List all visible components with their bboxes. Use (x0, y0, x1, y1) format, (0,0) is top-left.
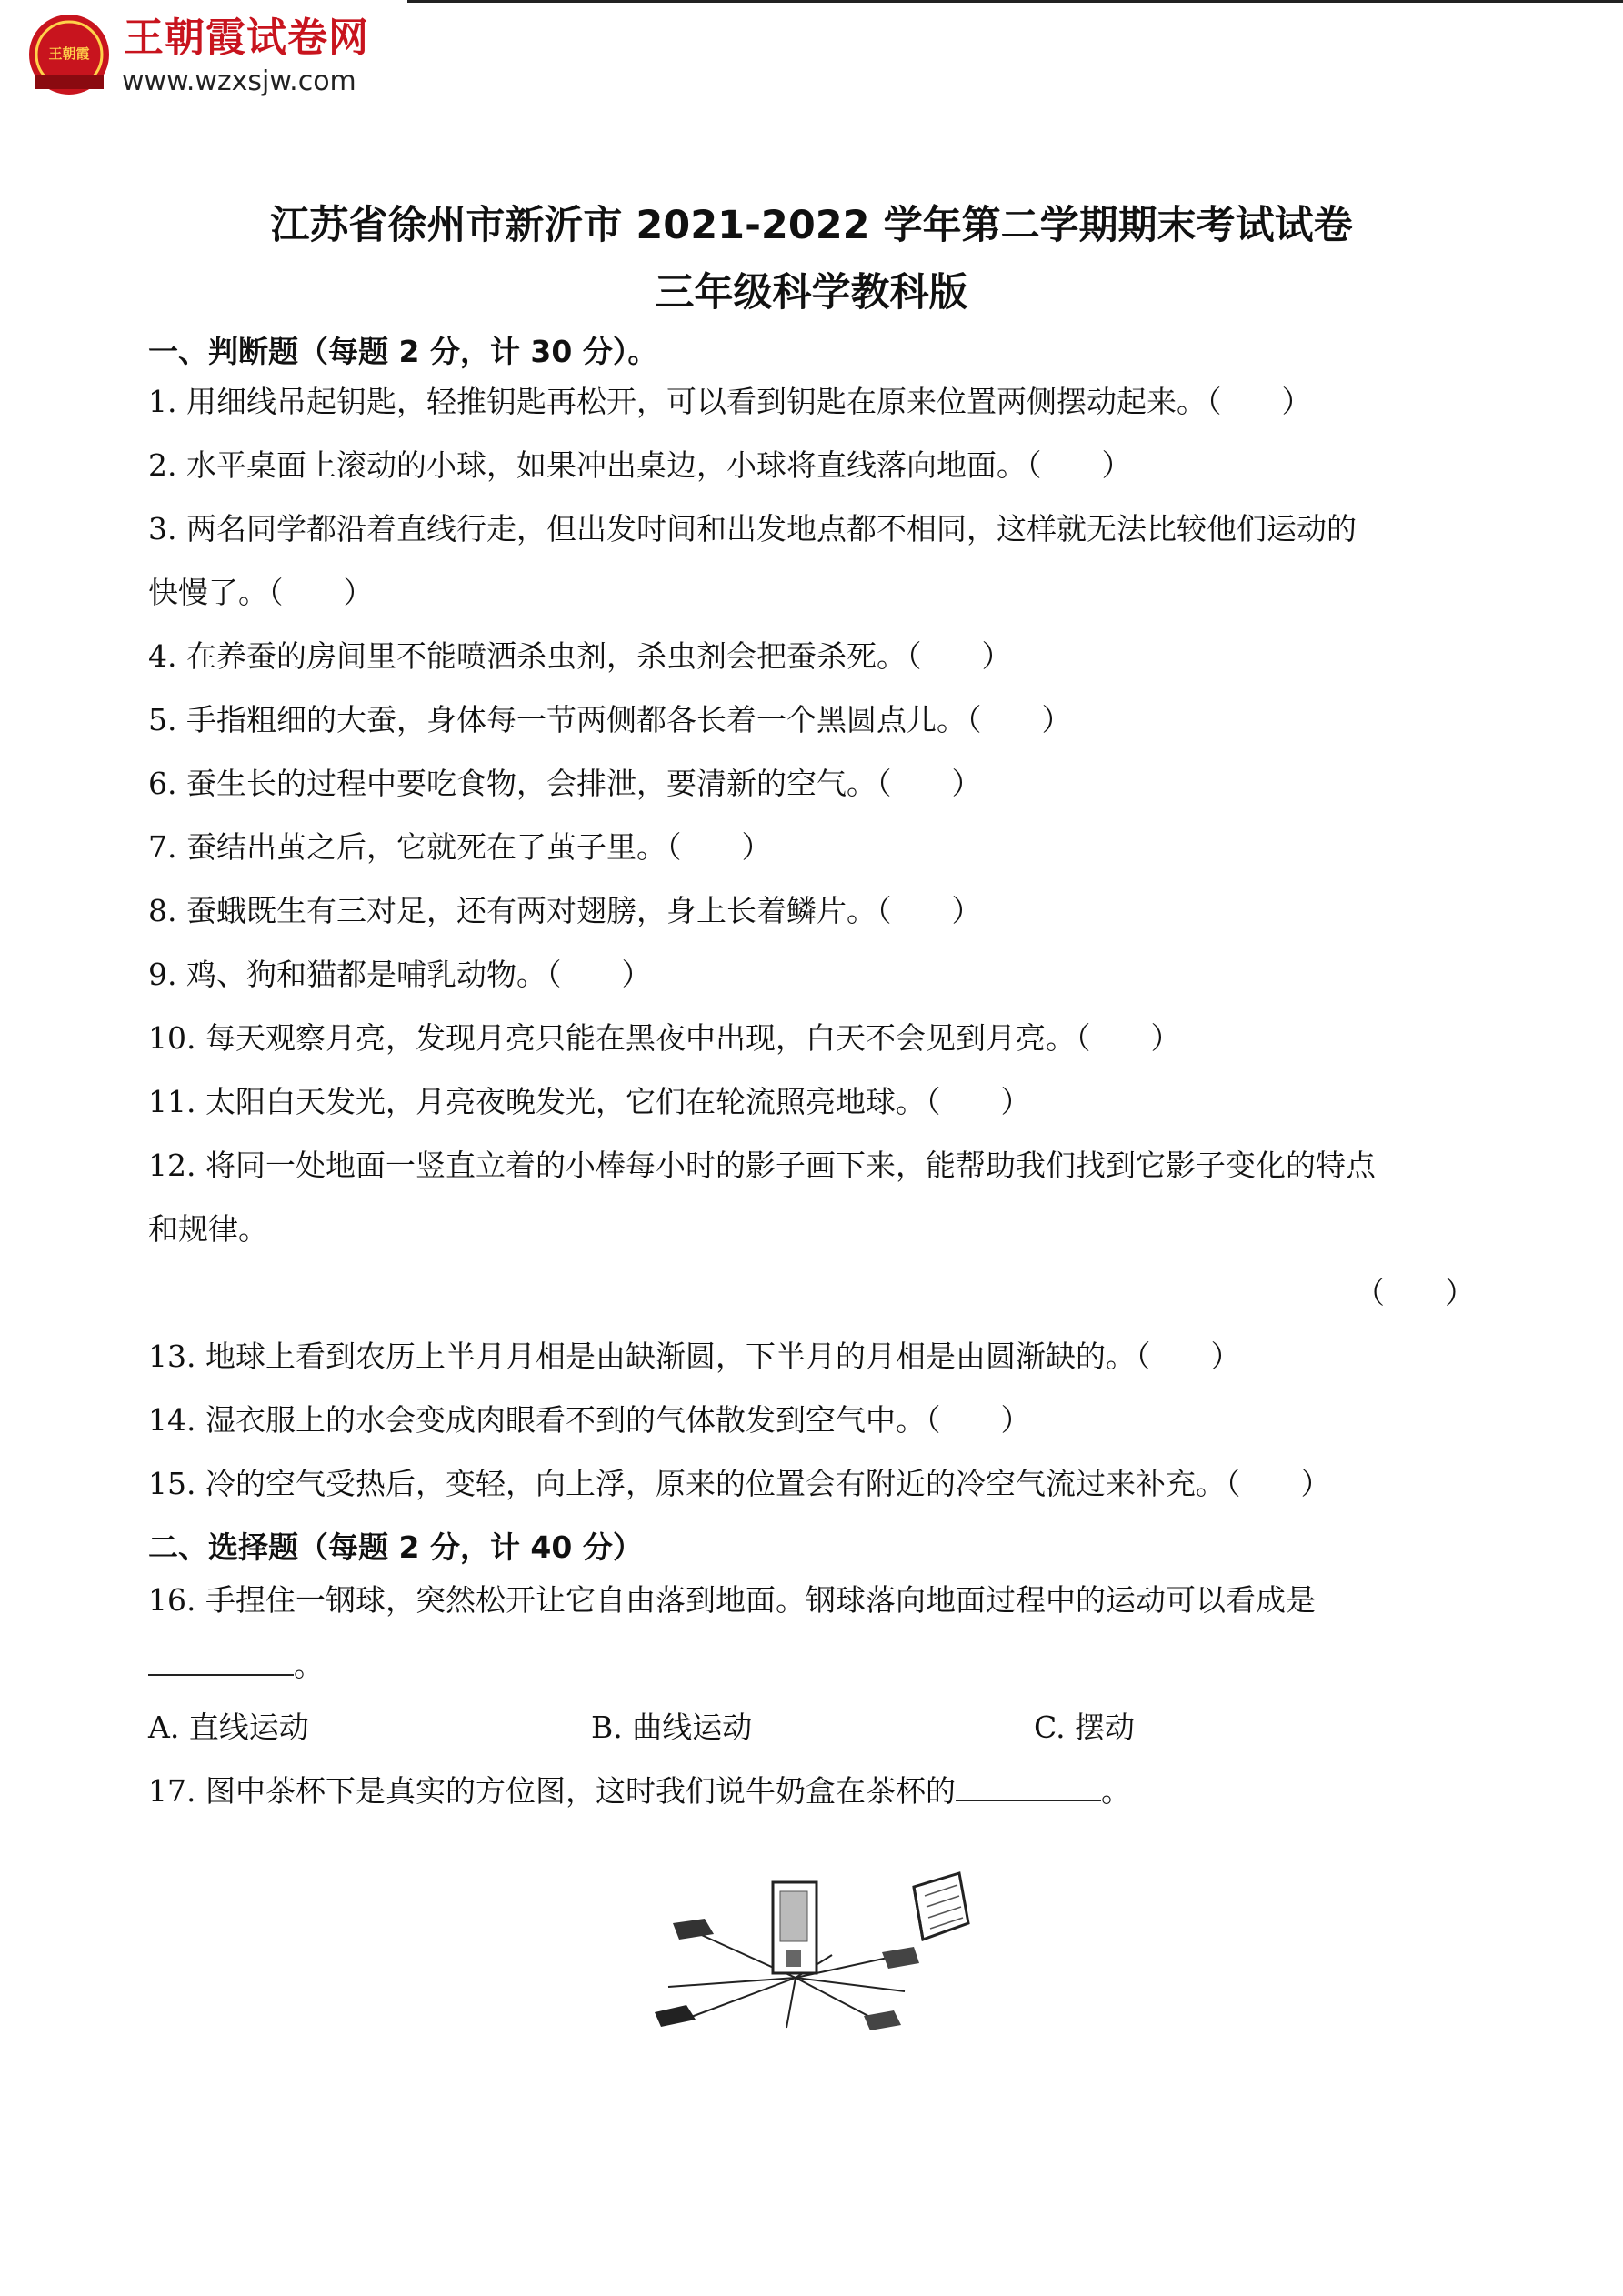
question-16: 16. 手捏住一钢球，突然松开让它自由落到地面。钢球落向地面过程中的运动可以看成是 (148, 1582, 1316, 1618)
question-6: 6. 蚕生长的过程中要吃食物，会排泄，要清新的空气。（ ） (148, 766, 982, 801)
question-13: 13. 地球上看到农历上半月月相是由缺渐圆，下半月的月相是由圆渐缺的。（ ） (148, 1338, 1241, 1374)
question-12-continued: 和规律。 (148, 1211, 268, 1247)
question-9: 9. 鸡、狗和猫都是哺乳动物。（ ） (148, 957, 652, 992)
question-4: 4. 在养蚕的房间里不能喷洒杀虫剂，杀虫剂会把蚕杀死。（ ） (148, 638, 1012, 674)
question-12: 12. 将同一处地面一竖直立着的小棒每小时的影子画下来，能帮助我们找到它影子变化的特点 (148, 1148, 1376, 1183)
top-rule (407, 0, 1623, 3)
question-3: 3. 两名同学都沿着直线行走，但出发时间和出发地点都不相同，这样就无法比较他们运动的 (148, 511, 1357, 546)
seal-text: 王朝霞 (48, 45, 90, 62)
site-url[interactable]: www.wzxsjw.com (122, 65, 356, 97)
question-12-answer-paren: （ ） (1355, 1275, 1475, 1310)
question-1: 1. 用细线吊起钥匙，轻推钥匙再松开，可以看到钥匙在原来位置两侧摆动起来。（ ） (148, 384, 1312, 419)
direction-diagram-figure (650, 1869, 987, 2032)
answer-blank[interactable] (148, 1647, 294, 1676)
option-c[interactable]: C. 摆动 (1034, 1709, 1136, 1745)
question-15: 15. 冷的空气受热后，变轻，向上浮，原来的位置会有附近的冷空气流过来补充。（ ） (148, 1466, 1331, 1501)
option-b[interactable]: B. 曲线运动 (591, 1709, 753, 1745)
question-16-blank-line: 。 (148, 1646, 1476, 1686)
question-11: 11. 太阳白天发光，月亮夜晚发光，它们在轮流照亮地球。（ ） (148, 1084, 1031, 1119)
exam-title: 江苏省徐州市新沂市 2021-2022 学年第二学期期末考试试卷 (270, 203, 1353, 248)
question-10: 10. 每天观察月亮，发现月亮只能在黑夜中出现，白天不会见到月亮。（ ） (148, 1020, 1181, 1056)
question-3-continued: 快慢了。（ ） (148, 575, 374, 610)
exam-subtitle: 三年级科学教科版 (655, 270, 968, 316)
seal-logo-icon (25, 11, 113, 98)
option-a[interactable]: A. 直线运动 (148, 1709, 309, 1745)
answer-blank[interactable] (956, 1772, 1101, 1801)
question-17: 17. 图中茶杯下是真实的方位图，这时我们说牛奶盒在茶杯的 。 (148, 1773, 1131, 1809)
site-name: 王朝霞试卷网 (124, 15, 369, 61)
question-5: 5. 手指粗细的大蚕，身体每一节两侧都各长着一个黑圆点儿。（ ） (148, 702, 1072, 737)
section-heading-multiple-choice: 二、选择题（每题 2 分，计 40 分） (148, 1529, 643, 1565)
site-header (25, 7, 462, 107)
question-14: 14. 湿衣服上的水会变成肉眼看不到的气体散发到空气中。（ ） (148, 1402, 1031, 1438)
section-heading-true-false: 一、判断题（每题 2 分，计 30 分）。 (148, 334, 658, 369)
question-7: 7. 蚕结出茧之后，它就死在了茧子里。（ ） (148, 829, 772, 865)
question-8: 8. 蚕蛾既生有三对足，还有两对翅膀，身上长着鳞片。（ ） (148, 893, 982, 928)
question-2: 2. 水平桌面上滚动的小球，如果冲出桌边，小球将直线落向地面。（ ） (148, 447, 1132, 483)
